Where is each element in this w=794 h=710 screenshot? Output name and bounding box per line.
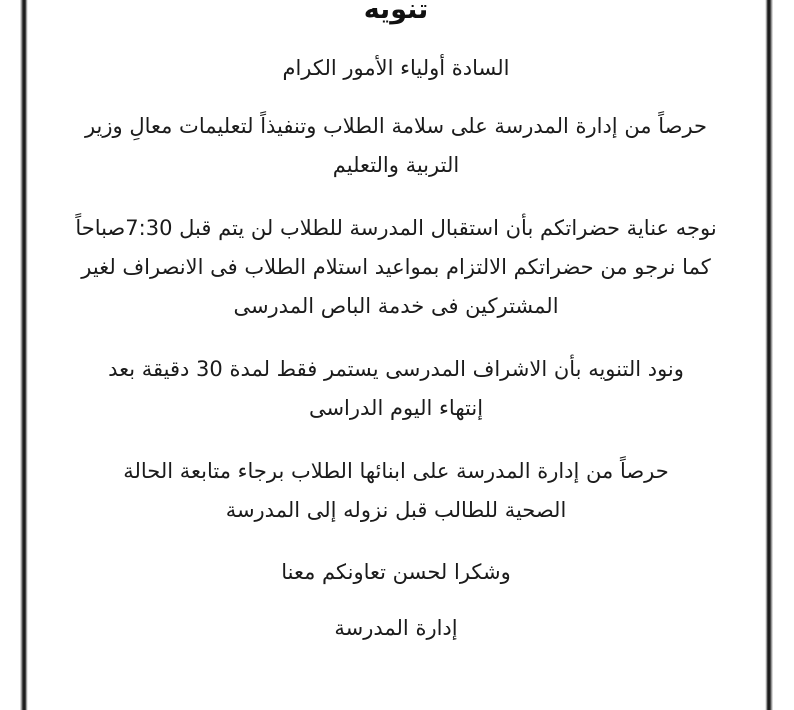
notice-paragraph-2: نوجه عناية حضراتكم بأن استقبال المدرسة للطلاب لن يتم قبل 7:30صباحاً كما نرجو من حضراتكم الالتزام بمواعيد استلام الطلاب فى الانصراف لغير المشتركين فى خدمة الباص المدرسى: [75, 216, 717, 318]
notice-paragraph-1: حرصاً من إدارة المدرسة على سلامة الطلاب وتنفيذاً لتعليمات معالِ وزير التربية والتعليم: [84, 114, 708, 177]
notice-title: تنويه: [363, 0, 429, 25]
notice-paragraph-3: ونود التنويه بأن الاشراف المدرسى يستمر فقط لمدة 30 دقيقة بعد إنتهاء اليوم الدراسى: [108, 357, 684, 420]
notice-paragraph-4: حرصاً من إدارة المدرسة على ابنائها الطلاب برجاء متابعة الحالة الصحية للطالب قبل نزوله إلى المدرسة: [123, 459, 669, 522]
notice-greeting: السادة أولياء الأمور الكرام: [282, 56, 510, 80]
notice-content: [34, 0, 758, 644]
notice-closing: وشكرا لحسن تعاونكم معنا: [281, 560, 511, 584]
notice-signature: إدارة المدرسة: [334, 616, 458, 640]
page-left-edge-rule: [20, 0, 28, 710]
page-right-edge-rule: [765, 0, 773, 710]
